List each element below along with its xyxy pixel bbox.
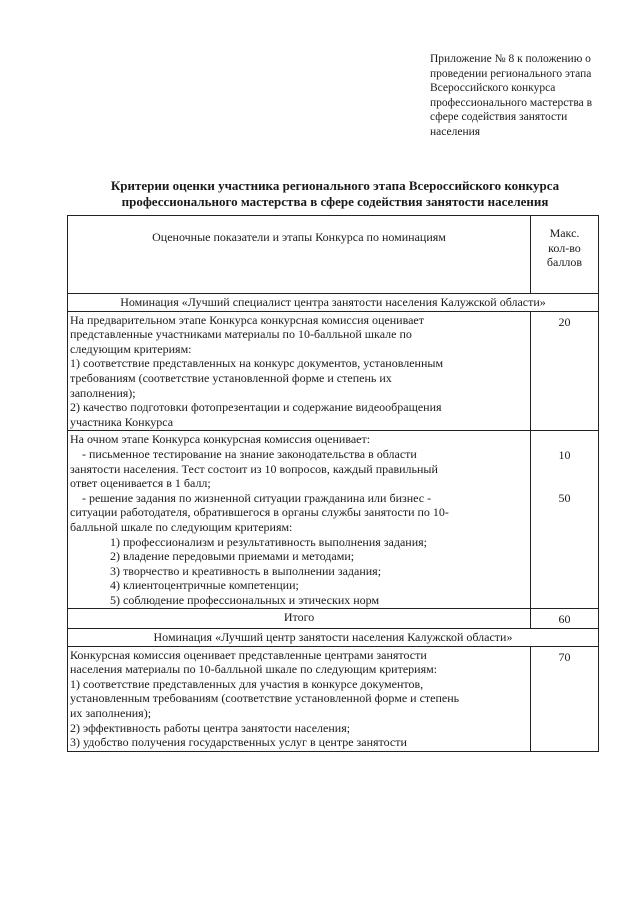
table-row bbox=[68, 311, 599, 431]
appendix-line: Приложение № 8 к положению о bbox=[430, 53, 591, 65]
text-line: ситуации работодателя, обратившегося в органы службы занятости по 10- bbox=[70, 505, 449, 520]
appendix-line: населения bbox=[430, 125, 481, 138]
text-line: представленные участниками материалы по 10-балльной шкале по bbox=[70, 327, 412, 342]
text-line: 1) соответствие представленных на конкурс документов, установленным bbox=[70, 356, 444, 371]
criterion-item: 2) владение передовыми приемами и методами; bbox=[110, 549, 355, 564]
text-line: следующим критериям: bbox=[70, 341, 192, 356]
text-line: 3) удобство получения государственных услуг в центре занятости bbox=[70, 735, 407, 750]
appendix-line: проведении регионального этапа bbox=[430, 67, 592, 80]
header-max-line: кол-во bbox=[548, 240, 581, 255]
text-line: населения материалы по 10-балльной шкале по следующим критериям: bbox=[70, 662, 438, 677]
appendix-line: профессионального мастерства в bbox=[430, 96, 593, 109]
prelim-score: 20 bbox=[531, 311, 599, 431]
text-line: На очном этапе Конкурса конкурсная комиссия оценивает: bbox=[70, 432, 371, 447]
fulltime-stage-text bbox=[68, 431, 531, 609]
appendix-line: сфере содействия занятости bbox=[430, 111, 568, 123]
text-line: балльной шкале по следующим критериям: bbox=[70, 519, 293, 534]
total-score: 60 bbox=[531, 609, 599, 629]
table-header-row bbox=[68, 216, 599, 294]
text-line: - решение задания по жизненной ситуации гражданина или бизнес - bbox=[82, 490, 432, 505]
text-line: 2) эффективность работы центра занятости населения; bbox=[70, 720, 351, 735]
text-line: занятости населения. Тест состоит из 10 вопросов, каждый правильный bbox=[70, 461, 438, 476]
header-max-line: баллов bbox=[546, 255, 583, 270]
criterion-item: 4) клиентоцентричные компетенции; bbox=[110, 578, 299, 593]
criteria-table bbox=[67, 215, 599, 752]
nomination-row bbox=[68, 294, 599, 312]
text-line: участника Конкурса bbox=[70, 414, 174, 429]
nomination-center: Номинация «Лучший центр занятости населения Калужской области» bbox=[68, 629, 599, 647]
centers-text bbox=[68, 646, 531, 751]
text-line: заполнения); bbox=[70, 385, 136, 400]
criterion-item: 1) профессионализм и результативность выполнения задания; bbox=[110, 534, 427, 549]
text-line: ответ оценивается в 1 балл; bbox=[70, 476, 211, 491]
text-line: - письменное тестирование на знание законодательства в области bbox=[82, 446, 417, 461]
test-score: 10 bbox=[558, 448, 571, 463]
text-line: 1) соответствие представленных для участия в конкурсе документов, bbox=[70, 676, 424, 691]
table-row bbox=[68, 646, 599, 751]
centers-score: 70 bbox=[531, 646, 599, 751]
text-line: Конкурсная комиссия оценивает представленные центрами занятости bbox=[70, 647, 427, 662]
title-line-1: Критерии оценки участника регионального этапа Всероссийского конкурса bbox=[110, 178, 560, 193]
criterion-item: 3) творчество и креативность в выполнении задания; bbox=[110, 563, 382, 578]
text-line: требованиям (соответствие установленной форме и степень их bbox=[70, 370, 392, 385]
prelim-stage-text bbox=[68, 311, 531, 431]
title-line-2: профессионального мастерства в сфере содействия занятости населения bbox=[121, 194, 549, 209]
nomination-row bbox=[68, 629, 599, 647]
task-score: 50 bbox=[558, 490, 571, 505]
fulltime-scores bbox=[531, 431, 599, 609]
nomination-specialist: Номинация «Лучший специалист центра занятости населения Калужской области» bbox=[68, 294, 599, 312]
total-row bbox=[68, 609, 599, 629]
text-line: На предварительном этапе Конкурса конкурсная комиссия оценивает bbox=[70, 312, 424, 327]
text-line: установленным требованиям (соответствие установленной форме и степень bbox=[70, 691, 460, 706]
header-max-score bbox=[531, 216, 599, 294]
total-label: Итого bbox=[68, 609, 531, 629]
criterion-item: 5) соблюдение профессиональных и этических норм bbox=[110, 592, 380, 607]
text-line: 2) качество подготовки фотопрезентации и содержание видеообращения bbox=[70, 400, 442, 415]
header-criteria: Оценочные показатели и этапы Конкурса по номинациям bbox=[68, 216, 531, 294]
document-title bbox=[70, 178, 600, 210]
text-line: их заполнения); bbox=[70, 706, 152, 721]
appendix-note bbox=[430, 52, 613, 139]
appendix-line: Всероссийского конкурса bbox=[430, 82, 556, 94]
table-row bbox=[68, 431, 599, 609]
header-max-line: Макс. bbox=[549, 226, 580, 240]
